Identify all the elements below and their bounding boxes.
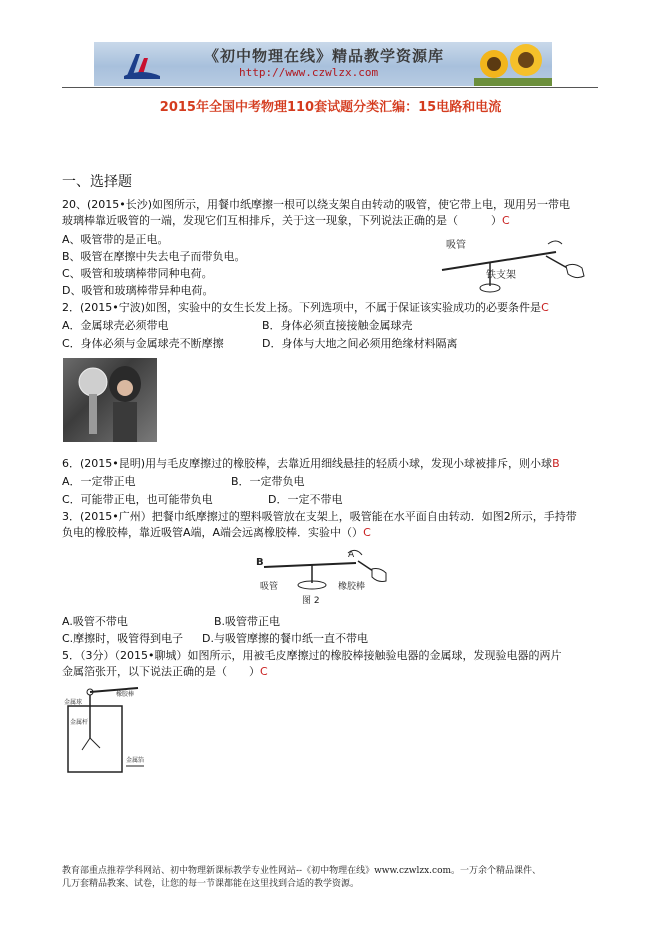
q2-option-a: A．金属球壳必须带电 xyxy=(62,319,169,332)
q3-stem-line2: 负电的橡胶棒，靠近吸管A端，A端会远离橡胶棒．实验中（）C xyxy=(62,526,371,539)
q3-option-c: C.摩擦时，吸管得到电子 xyxy=(62,632,184,645)
q5-stem-line2: 金属箔张开，以下说法正确的是（ ）C xyxy=(62,665,268,678)
q5-answer: C xyxy=(260,665,268,678)
q2-photo-illustration xyxy=(63,358,157,442)
q20-straw-line xyxy=(442,252,556,270)
q20-figure xyxy=(438,230,588,296)
logo-icon xyxy=(122,48,162,80)
q6-option-d: D．一定不带电 xyxy=(268,493,343,506)
header-banner xyxy=(94,42,552,86)
q20-option-c: C、吸管和玻璃棒带同种电荷。 xyxy=(62,267,213,280)
q2-option-b: B．身体必须直接接触金属球壳 xyxy=(262,319,413,332)
q20-label-stand: 铁支架 xyxy=(486,270,516,281)
banner-title: 《初中物理在线》精品教学资源库 xyxy=(204,47,445,65)
q2-option-c: C．身体必须与金属球壳不断摩擦 xyxy=(62,337,224,350)
q5-label-foil: 金属箔 xyxy=(126,757,145,764)
q5-label-rod2: 金属杆 xyxy=(70,719,89,726)
q3-option-a: A.吸管不带电 xyxy=(62,615,128,628)
q3-caption: 图 2 xyxy=(302,596,320,606)
banner-url[interactable]: http://www.czwlzx.com xyxy=(239,66,379,79)
q3-label-straw: 吸管 xyxy=(260,582,279,592)
q20-option-a: A、吸管带的是正电。 xyxy=(62,233,169,246)
q20-answer: C xyxy=(502,214,510,227)
q5-label-rod: 橡胶棒 xyxy=(116,691,135,698)
q3-stem-line1: 3．(2015•广州）把餐巾纸摩擦过的塑料吸管放在支架上，吸管能在水平面自由转动．如图2所示，手持带 xyxy=(62,510,577,523)
q3-figure xyxy=(252,545,402,607)
q5-label-ball: 金属球 xyxy=(64,699,83,706)
q6-option-c: C．可能带正电，也可能带负电 xyxy=(62,493,213,506)
q3-label-b: B xyxy=(256,557,264,568)
q2-option-d: D．身体与大地之间必须用绝缘材料隔离 xyxy=(262,337,458,350)
q20-stem-line1: 20、(2015•长沙)如图所示，用餐巾纸摩擦一根可以绕支架自由转动的吸管，使它带上电，现用另一带电 xyxy=(62,198,571,211)
q20-stem-line2: 玻璃棒靠近吸管的一端，发现它们互相排斥，关于这一现象，下列说法正确的是（ ）C xyxy=(62,214,510,227)
q6-answer: B xyxy=(552,457,560,470)
q6-option-b: B．一定带负电 xyxy=(231,475,305,488)
q2-answer: C xyxy=(541,301,549,314)
q3-option-d: D.与吸管摩擦的餐巾纸一直不带电 xyxy=(202,632,368,645)
sunflower-icon xyxy=(474,42,552,86)
header-rule xyxy=(62,87,598,88)
q20-label-straw: 吸管 xyxy=(446,240,466,251)
q6-option-a: A．一定带正电 xyxy=(62,475,136,488)
q5-stem-line1: 5．（3分）（2015•聊城）如图所示，用被毛皮摩擦过的橡胶棒接触验电器的金属球，发现验电器的两片 xyxy=(62,649,562,662)
footer-line2: 几万套精品教案、试卷，让您的每一节课都能在这里找到合适的教学资源。 xyxy=(62,879,360,889)
document-title: 2015年全国中考物理110套试题分类汇编：15电路和电流 xyxy=(159,100,502,115)
section-heading: 一、选择题 xyxy=(62,174,132,190)
q3-answer: C xyxy=(363,526,371,539)
q5-figure xyxy=(64,684,154,776)
q2-photo xyxy=(63,358,157,442)
q6-stem-line1: 6．(2015•昆明)用与毛皮摩擦过的橡胶棒，去靠近用细线悬挂的轻质小球，发现小球被排斥，则小球B xyxy=(62,457,560,470)
footer-line1: 教育部重点推荐学科网站、初中物理新课标教学专业性网站--《初中物理在线》www.czwlzx.com。一万余个精品课件、 xyxy=(62,866,542,876)
q3-label-a: A xyxy=(348,550,355,560)
q3-label-rod: 橡胶棒 xyxy=(338,582,366,592)
q3-option-b: B.吸管带正电 xyxy=(214,615,281,628)
q20-option-d: D、吸管和玻璃棒带异种电荷。 xyxy=(62,284,214,297)
q20-option-b: B、吸管在摩擦中失去电子而带负电。 xyxy=(62,250,246,263)
q2-stem-line1: 2．(2015•宁波)如图，实验中的女生长发上扬。下列选项中，不属于保证该实验成功的必要条件是C xyxy=(62,301,549,314)
